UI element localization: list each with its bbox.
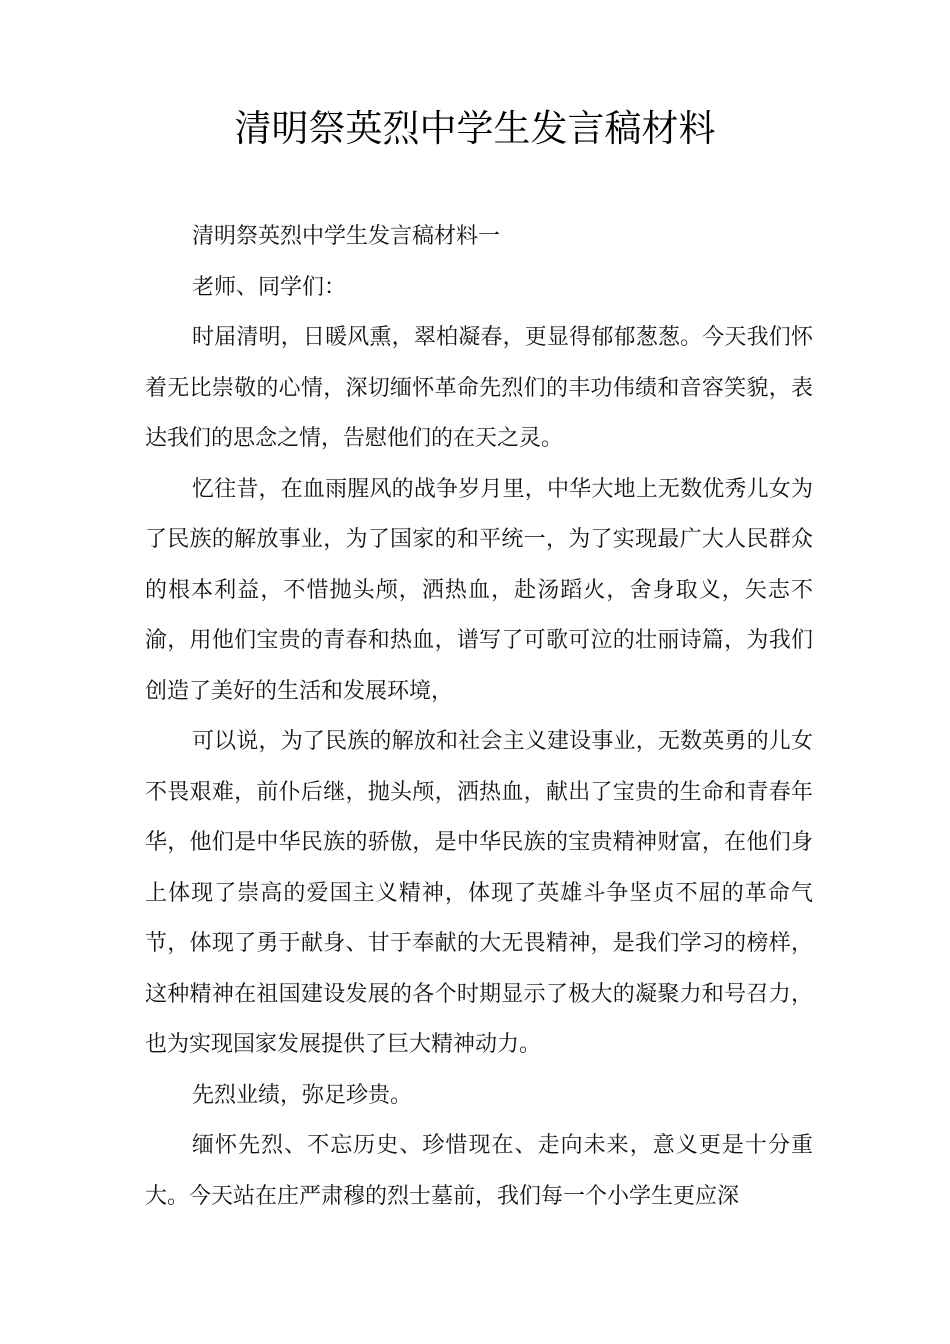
body-paragraph: 忆往昔，在血雨腥风的战争岁月里，中华大地上无数优秀儿女为了民族的解放事业，为了国家的和平统一，为了实现最广大人民群众的根本利益，不惜抛头颅，洒热血，赴汤蹈火，舍身取义，矢志不渝，用他们宝贵的青春和热血，谱写了可歌可泣的壮丽诗篇，为我们创造了美好的生活和发展环境， bbox=[145, 476, 813, 704]
document-body bbox=[145, 212, 813, 1222]
salutation-paragraph: 老师、同学们： bbox=[192, 274, 347, 300]
body-paragraph: 时届清明，日暖风熏，翠柏凝春，更显得郁郁葱葱。今天我们怀着无比崇敬的心情，深切缅怀革命先烈们的丰功伟绩和音容笑貌，表达我们的思念之情，告慰他们的在天之灵。 bbox=[145, 325, 813, 451]
body-paragraph: 缅怀先烈、不忘历史、珍惜现在、走向未来，意义更是十分重大。今天站在庄严肃穆的烈士墓前，我们每一个小学生更应深 bbox=[145, 1133, 813, 1209]
subtitle-paragraph: 清明祭英烈中学生发言稿材料一 bbox=[192, 224, 501, 249]
body-paragraph: 可以说，为了民族的解放和社会主义建设事业，无数英勇的儿女不畏艰难，前仆后继，抛头颅，洒热血，献出了宝贵的生命和青春年华，他们是中华民族的骄傲，是中华民族的宝贵精神财富，在他们身上体现了崇高的爱国主义精神，体现了英雄斗争坚贞不屈的革命气节，体现了勇于献身、甘于奉献的大无畏精神，是我们学习的榜样，这种精神在祖国建设发展的各个时期显示了极大的凝聚力和号召力，也为实现国家发展提供了巨大精神动力。 bbox=[145, 729, 813, 1057]
document-title: 清明祭英烈中学生发言稿材料 bbox=[234, 107, 716, 150]
body-paragraph: 先烈业绩，弥足珍贵。 bbox=[192, 1082, 413, 1108]
